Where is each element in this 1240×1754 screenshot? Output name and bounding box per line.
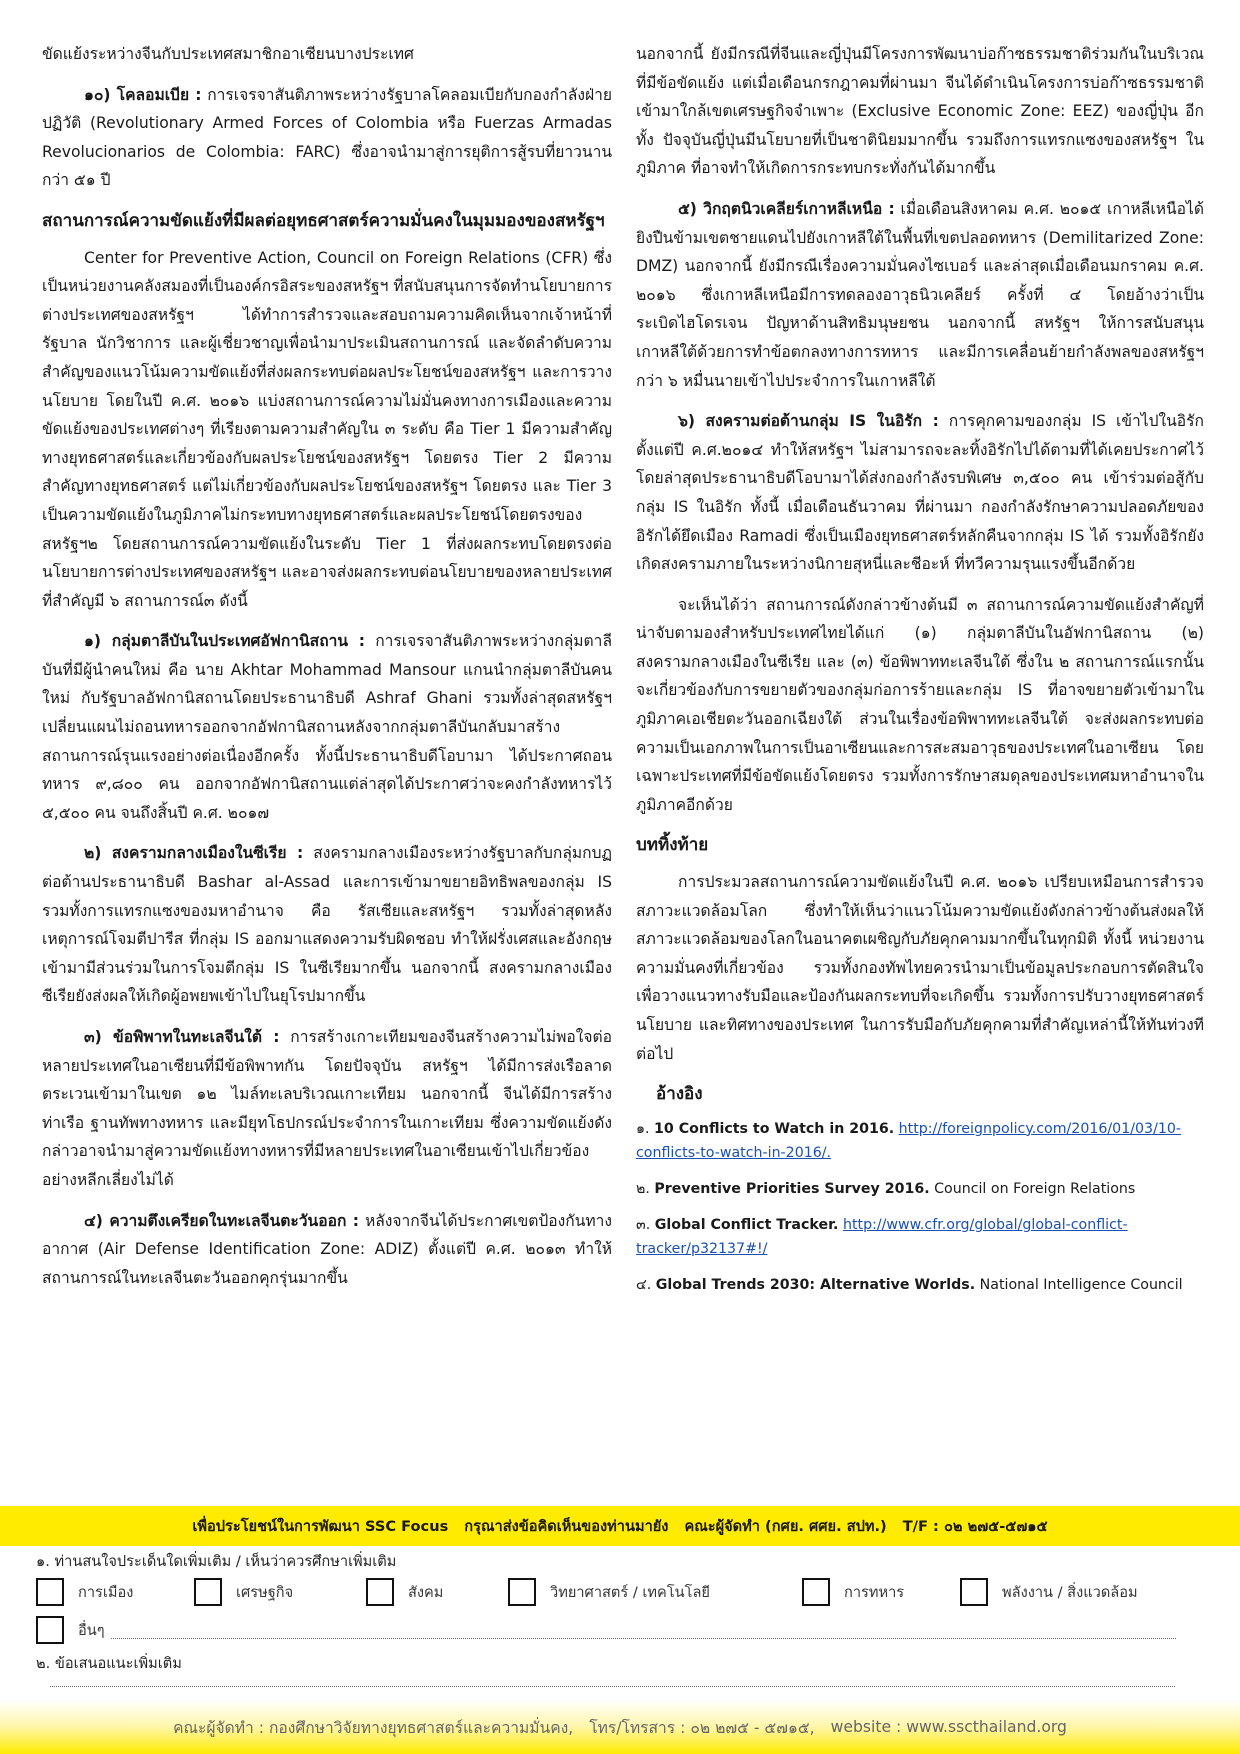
- reference-item: [636, 1117, 1204, 1165]
- checkbox-box[interactable]: [366, 1578, 394, 1606]
- item-body: การคุกคามของกลุ่ม IS เข้าไปในอิรักตั้งแต่ปี ค.ศ.๒๐๑๔ ทำให้สหรัฐฯ ไม่สามารถจะละทิ้งอิรักไปได้ตามที่ได้เคยประกาศไว้ โดยล่าสุดประธานาธิบดีโอบามาได้ส่งกองกำลังรบพิเศษ ๓,๕๐๐ คน เข้าร่วมต่อสู้กับกลุ่ม IS ในอิรัก ทั้งนี้ เมื่อเดือนธันวาคม ที่ผ่านมา กองกำลังรักษาความปลอดภัยของอิรักได้ยึดเมือง Ramadi ซึ่งเป็นเมืองยุทธศาสตร์หลักคืนจากกลุ่ม IS ได้ รวมทั้งอิรักยังเกิดสงครามภายในระหว่างนิกายสุหนี่และชีอะห์ ที่ทวีความรุนแรงขึ้นอีกด้วย: [636, 412, 1204, 574]
- checkbox-label: การทหาร: [844, 1583, 905, 1601]
- banner-text: กรุณาส่งข้อคิดเห็นของท่านมายัง: [464, 1517, 669, 1535]
- checkbox-label: สังคม: [408, 1583, 444, 1601]
- item-heading: ๒) สงครามกลางเมืองในซีเรีย :: [84, 844, 304, 863]
- footer-website[interactable]: website : www.sscthailand.org: [830, 1718, 1067, 1736]
- item-heading: ๕) วิกฤตนิวเคลียร์เกาหลีเหนือ :: [678, 199, 895, 218]
- footer-org: คณะผู้จัดทำ : กองศึกษาวิจัยทางยุทธศาสตร์และความมั่นคง,: [173, 1718, 574, 1737]
- item-iraq: [636, 407, 1204, 579]
- item-body: การสร้างเกาะเทียมของจีนสร้างความไม่พอใจต่อหลายประเทศในอาเซียนที่มีข้อพิพาทกัน โดยปัจจุบัน สหรัฐฯ ได้มีการส่งเรือลาดตระเวนเข้ามาในเขต ๑๒ ไมล์ทะเลบริเวณเกาะเทียม นอกจากนี้ จีนได้มีการสร้างท่าเรือ ฐานทัพทางทหาร และมียุทโธปกรณ์ประจำการในเกาะเทียม ซึ่งความขัดแย้งดังกล่าวอาจนำมาสู่ความขัดแย้งทางทหารที่มีหลายประเทศในอาเซียนเข้าไปเกี่ยวข้องอย่างหลีกเลี่ยงไม่ได้: [42, 1028, 612, 1189]
- banner-text: คณะผู้จัดทำ (กศย. ศศย. สปท.): [684, 1517, 887, 1535]
- checkbox-label: วิทยาศาสตร์ / เทคโนโลยี: [550, 1583, 710, 1601]
- item-heading: ๖) สงครามต่อต้านกลุ่ม IS ในอิรัก :: [678, 412, 939, 431]
- reference-link[interactable]: http://www.cfr.org/global/global-conflict-tracker/p32137#!/: [636, 1216, 1128, 1257]
- checkbox-box[interactable]: [36, 1616, 64, 1644]
- checkbox-box[interactable]: [36, 1578, 64, 1606]
- question-1-label: ๑. ท่านสนใจประเด็นใดเพิ่มเติม / เห็นว่าควรศึกษาเพิ่มเติม: [36, 1553, 397, 1570]
- reference-source: Council on Foreign Relations: [934, 1180, 1136, 1197]
- item-heading: ๑๐) โคลอมเบีย :: [84, 85, 202, 104]
- paragraph: ขัดแย้งระหว่างจีนกับประเทศสมาชิกอาเซียนบางประเทศ: [42, 45, 414, 63]
- reference-title: Global Conflict Tracker.: [654, 1216, 839, 1233]
- reference-source: National Intelligence Council: [979, 1276, 1183, 1293]
- interest-checkboxes: [36, 1578, 1216, 1610]
- checkbox-politics[interactable]: [36, 1578, 133, 1606]
- banner-contact: T/F : ๐๒ ๒๗๕-๕๗๑๕: [902, 1517, 1048, 1535]
- checkbox-box[interactable]: [960, 1578, 988, 1606]
- page-footer: [0, 1700, 1240, 1754]
- reference-title: Preventive Priorities Survey 2016.: [654, 1180, 930, 1197]
- reference-item: [636, 1273, 1204, 1297]
- reference-number: ๒.: [636, 1180, 650, 1197]
- reference-item: [636, 1177, 1204, 1201]
- item-body: เมื่อเดือนสิงหาคม ค.ศ. ๒๐๑๕ เกาหลีเหนือได้ยิงปืนข้ามเขตชายแดนไปยังเกาหลีใต้ในพื้นที่เขตปลอดทหาร (Demilitarized Zone: DMZ) นอกจากนี้ ยังมีกรณีเรื่องความมั่นคงไซเบอร์ และล่าสุดเมื่อเดือนมกราคม ค.ศ. ๒๐๑๖ ซึ่งเกาหลีเหนือมีการทดลองอาวุธนิวเคลียร์ ครั้งที่ ๔ โดยอ้างว่าเป็นระเบิดไฮโดรเจน ปัญหาด้านสิทธิมนุษยชน นอกจากนี้ สหรัฐฯ ให้การสนับสนุนเกาหลีใต้ด้วยการทำข้อตกลงทางการทหาร และมีการเคลื่อนย้ายกำลังพลของสหรัฐฯ กว่า ๖ หมื่นนายเข้าไปประจำการในเกาหลีใต้: [636, 199, 1204, 390]
- references-list: [636, 1117, 1204, 1297]
- checkbox-box[interactable]: [194, 1578, 222, 1606]
- reference-title: Global Trends 2030: Alternative Worlds.: [655, 1276, 976, 1293]
- checkbox-label: พลังงาน / สิ่งแวดล้อม: [1002, 1583, 1138, 1601]
- feedback-banner: [0, 1506, 1240, 1546]
- checkbox-economy[interactable]: [194, 1578, 293, 1606]
- reference-title: 10 Conflicts to Watch in 2016.: [654, 1120, 895, 1137]
- item-colombia: [42, 81, 612, 195]
- item-heading: ๔) ความตึงเครียดในทะเลจีนตะวันออก :: [84, 1211, 360, 1230]
- checkbox-label: อื่นๆ: [78, 1621, 105, 1639]
- checkbox-box[interactable]: [508, 1578, 536, 1606]
- paragraph: Center for Preventive Action, Council on Foreign Relations (CFR) ซึ่งเป็นหน่วยงานคลังสมองที่เป็นองค์กรอิสระของสหรัฐฯ ที่สนับสนุนการจัดทำนโยบายการต่างประเทศของสหรัฐฯ ได้ทำการสำรวจและสอบถามความคิดเห็นจากเจ้าหน้าที่รัฐบาล นักวิชาการ และผู้เชี่ยวชาญเพื่อนำมาประเมินสถานการณ์ และจัดลำดับความสำคัญของแนวโน้มความขัดแย้งที่ส่งผลกระทบต่อผลประโยชน์ของสหรัฐฯ และการวางนโยบาย โดยในปี ค.ศ. ๒๐๑๖ แบ่งสถานการณ์ความไม่มั่นคงทางการเมืองและความขัดแย้งของประเทศต่างๆ ที่เรียงตามความสำคัญใน ๓ ระดับ คือ Tier 1 มีความสำคัญทางยุทธศาสตร์และเกี่ยวข้องกับผลประโยชน์ของสหรัฐฯ โดยตรง Tier 2 มีความสำคัญทางยุทธศาสตร์ แต่ไม่เกี่ยวข้องกับผลประโยชน์ของสหรัฐฯ โดยตรง และ Tier 3 เป็นความขัดแย้งในภูมิภาคไม่กระทบทางยุทธศาสตร์และผลประโยชน์โดยตรงของสหรัฐฯ๒ โดยสถานการณ์ความขัดแย้งในระดับ Tier 1 ที่ส่งผลกระทบโดยตรงต่อนโยบายการต่างประเทศของสหรัฐฯ และอาจส่งผลกระทบต่อนโยบายของหลายประเทศ ที่สำคัญมี ๖ สถานการณ์๓ ดังนี้: [42, 248, 612, 610]
- references-heading: อ้างอิง: [656, 1084, 703, 1105]
- checkbox-label: เศรษฐกิจ: [236, 1583, 294, 1601]
- other-input-line[interactable]: [111, 1622, 1176, 1639]
- item-south-china-sea: [42, 1023, 612, 1195]
- section-heading: สถานการณ์ความขัดแย้งที่มีผลต่อยุทธศาสตร์ความมั่นคงในมุมมองของสหรัฐฯ: [42, 210, 605, 231]
- question-2-label: ๒. ข้อเสนอแนะเพิ่มเติม: [36, 1655, 182, 1672]
- checkbox-military[interactable]: [802, 1578, 904, 1606]
- banner-text: เพื่อประโยชน์ในการพัฒนา SSC Focus: [192, 1517, 449, 1535]
- paragraph: นอกจากนี้ ยังมีกรณีที่จีนและญี่ปุ่นมีโครงการพัฒนาบ่อก๊าซธรรมชาติร่วมกันในบริเวณที่มีข้อขัดแย้ง แต่เมื่อเดือนกรกฎาคมที่ผ่านมา จีนได้ดำเนินโครงการบ่อก๊าซธรรมชาติเข้ามาใกล้เขตเศรษฐกิจจำเพาะ (Exclusive Economic Zone: EEZ) ของญี่ปุ่น อีกทั้ง ปัจจุบันญี่ปุ่นมีนโยบายที่เป็นชาตินิยมมากขึ้น รวมถึงการแทรกแซงของสหรัฐฯ ในภูมิภาค ที่อาจทำให้เกิดการกระทบกระทั่งกันได้มากขึ้น: [636, 45, 1204, 178]
- paragraph: การประมวลสถานการณ์ความขัดแย้งในปี ค.ศ. ๒๐๑๖ เปรียบเหมือนการสำรวจสภาวะแวดล้อมโลก ซึ่งทำให้เห็นว่าแนวโน้มความขัดแย้งดังกล่าวข้างต้นส่งผลให้สภาวะแวดล้อมของโลกในอนาคตเผชิญกับภัยคุกคามมากขึ้นในทุกมิติ ทั้งนี้ หน่วยงานความมั่นคงที่เกี่ยวข้อง รวมทั้งกองทัพไทยควรนำมาเป็นข้อมูลประกอบการตัดสินใจ เพื่อวางแนวทางรับมือและป้องกันผลกระทบที่จะเกิดขึ้น รวมทั้งการปรับวางยุทธศาสตร์ นโยบาย และทิศทางของประเทศ ในการรับมือกับภัยคุกคามที่สำคัญเหล่านี้ให้ทันท่วงทีต่อไป: [636, 873, 1204, 1063]
- item-syria: [42, 839, 612, 1011]
- reference-number: ๔.: [636, 1276, 652, 1293]
- item-east-china-sea: [42, 1207, 612, 1293]
- item-body: การเจรจาสันติภาพระหว่างกลุ่มตาลีบันที่มีผู้นำคนใหม่ คือ นาย Akhtar Mohammad Mansour แกนนำกลุ่มตาลีบันคนใหม่ กับรัฐบาลอัฟกานิสถานโดยประธานาธิบดี Ashraf Ghani รวมทั้งล่าสุดสหรัฐฯ เปลี่ยนแผนไม่ถอนทหารออกจากอัฟกานิสถานหลังจากกลุ่มตาลีบันกลับมาสร้างสถานการณ์รุนแรงอย่างต่อเนื่องอีกครั้ง ทั้งนี้ประธานาธิบดีโอบามา ได้ประกาศถอนทหาร ๙,๘๐๐ คน ออกจากอัฟกานิสถานแต่ล่าสุดได้ประกาศว่าจะคงกำลังทหารไว้ ๕,๕๐๐ คน จนถึงสิ้นปี ค.ศ. ๒๐๑๗: [42, 632, 612, 822]
- reference-link[interactable]: http://foreignpolicy.com/2016/01/03/10-conflicts-to-watch-in-2016/.: [636, 1120, 1182, 1161]
- item-body: หลังจากจีนได้ประกาศเขตป้องกันทางอากาศ (Air Defense Identification Zone: ADIZ) ตั้งแต่ปี ค.ศ. ๒๐๑๓ ทำให้สถานการณ์ในทะเลจีนตะวันออกคุกรุ่นมากขึ้น: [42, 1211, 612, 1287]
- right-column: [636, 40, 1204, 1309]
- reference-item: [636, 1213, 1204, 1261]
- checkbox-other[interactable]: [36, 1614, 1176, 1646]
- checkbox-box[interactable]: [802, 1578, 830, 1606]
- left-column: [42, 40, 612, 1304]
- item-body: การเจรจาสันติภาพระหว่างรัฐบาลโคลอมเบียกับกองกำลังฝ่ายปฏิวัติ (Revolutionary Armed Forces of Colombia หรือ Fuerzas Armadas Revolucionarios de Colombia: FARC) ซึ่งอาจนำมาสู่การยุติการสู้รบที่ยาวนานกว่า ๕๑ ปี: [42, 85, 613, 190]
- paragraph: จะเห็นได้ว่า สถานการณ์ดังกล่าวข้างต้นมี ๓ สถานการณ์ความขัดแย้งสำคัญที่น่าจับตามองสำหรับประเทศไทยได้แก่ (๑) กลุ่มตาลีบันในอัฟกานิสถาน (๒) สงครามกลางเมืองในซีเรีย และ (๓) ข้อพิพาททะเลจีนใต้ ซึ่งใน ๒ สถานการณ์แรกนั้นจะเกี่ยวข้องกับการขยายตัวของกลุ่มก่อการร้ายและกลุ่ม IS ที่อาจขยายตัวเข้ามาในภูมิภาคเอเชียตะวันออกเฉียงใต้ ส่วนในเรื่องข้อพิพาททะเลจีนใต้ จะส่งผลกระทบต่อความเป็นเอกภาพในการเป็นอาเซียนและการสะสมอาวุธของประเทศในอาเซียน โดยเฉพาะประเทศที่มีข้อขัดแย้งโดยตรง รวมทั้งการรักษาสมดุลของประเทศมหาอำนาจในภูมิภาคอีกด้วย: [636, 595, 1204, 814]
- item-north-korea: [636, 195, 1204, 395]
- suggestion-input-line[interactable]: [50, 1686, 1175, 1687]
- item-afghanistan: [42, 627, 612, 827]
- footer-phone: โทร/โทรสาร : ๐๒ ๒๗๕ - ๕๗๑๕,: [589, 1718, 815, 1737]
- section-heading: บททิ้งท้าย: [636, 835, 709, 856]
- item-heading: ๑) กลุ่มตาลีบันในประเทศอัฟกานิสถาน :: [84, 632, 365, 651]
- checkbox-science-technology[interactable]: [508, 1578, 710, 1606]
- checkbox-label: การเมือง: [78, 1583, 134, 1601]
- checkbox-energy-environment[interactable]: [960, 1578, 1138, 1606]
- reference-number: ๓.: [636, 1216, 651, 1233]
- item-body: สงครามกลางเมืองระหว่างรัฐบาลกับกลุ่มกบฏต่อต้านประธานาธิบดี Bashar al-Assad และการเข้ามาขยายอิทธิพลของกลุ่ม IS รวมทั้งการแทรกแซงของมหาอำนาจ คือ รัสเซียและสหรัฐฯ รวมทั้งล่าสุดหลังเหตุการณ์โจมตีปารีส ที่กลุ่ม IS ออกมาแสดงความรับผิดชอบ ทำให้ฝรั่งเศสและอังกฤษเข้ามามีส่วนร่วมในการโจมตีกลุ่ม IS ในซีเรียมากขึ้น นอกจากนี้ สงครามกลางเมืองซีเรียยังส่งผลให้เกิดผู้อพยพเข้าไปในยุโรปมากขึ้น: [42, 844, 612, 1006]
- item-heading: ๓) ข้อพิพาทในทะเลจีนใต้ :: [84, 1028, 280, 1046]
- reference-number: ๑.: [636, 1120, 650, 1137]
- checkbox-society[interactable]: [366, 1578, 443, 1606]
